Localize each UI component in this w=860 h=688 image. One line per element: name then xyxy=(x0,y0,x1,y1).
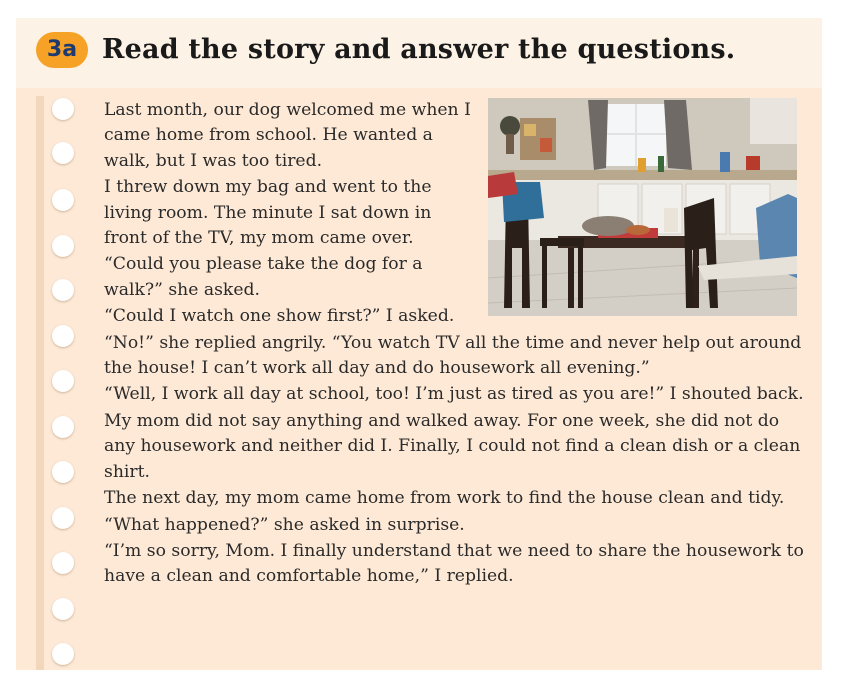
ring-icon xyxy=(52,416,74,438)
ring-icon xyxy=(52,461,74,483)
story-paragraph: Last month, our dog welcomed me when I came home from school. He wanted a walk, but I was too tired. xyxy=(104,100,471,171)
story-paragraph: “I’m so sorry, Mom. I finally understand that we need to share the housework to have a clean and comfortable home,” I replied. xyxy=(104,540,804,587)
textbook-page xyxy=(16,18,822,670)
ring-icon xyxy=(52,598,74,620)
ring-icon xyxy=(52,325,74,347)
story-paragraph: The next day, my mom came home from work to find the house clean and tidy. xyxy=(104,488,785,509)
ring-icon xyxy=(52,507,74,529)
story-paragraph: “Could you please take the dog for a walk?” she asked. xyxy=(104,254,423,300)
ring-icon xyxy=(52,370,74,392)
ring-icon xyxy=(52,643,74,665)
notebook-rail xyxy=(36,96,44,670)
story-paragraph: “Could I watch one show first?” I asked. xyxy=(104,306,455,327)
ring-icon xyxy=(52,98,74,120)
ring-icon xyxy=(52,235,74,257)
story-paragraph: “What happened?” she asked in surprise. xyxy=(104,514,465,535)
story-paragraph: My mom did not say anything and walked away. For one week, she did not do any housework and neither did I. Finally, I could not find a clean dish or a clean shirt. xyxy=(104,410,801,482)
ring-icon xyxy=(52,142,74,164)
exercise-title: Read the story and answer the questions. xyxy=(102,34,736,65)
story-paragraph: “No!” she replied angrily. “You watch TV all the time and never help out around the house! I can’t work all day and do housework all evening.” xyxy=(104,332,802,379)
ring-icon xyxy=(52,552,74,574)
ring-icon xyxy=(52,189,74,211)
exercise-number-badge: 3a xyxy=(36,32,88,68)
notebook-rings xyxy=(52,98,82,678)
story-paragraph: I threw down my bag and went to the living room. The minute I sat down in front of the TV, my mom came over. xyxy=(104,177,432,249)
ring-icon xyxy=(52,279,74,301)
exercise-header xyxy=(16,18,822,88)
story-text xyxy=(104,98,814,591)
story-paragraph: “Well, I work all day at school, too! I’m just as tired as you are!” I shouted back. xyxy=(104,384,804,405)
